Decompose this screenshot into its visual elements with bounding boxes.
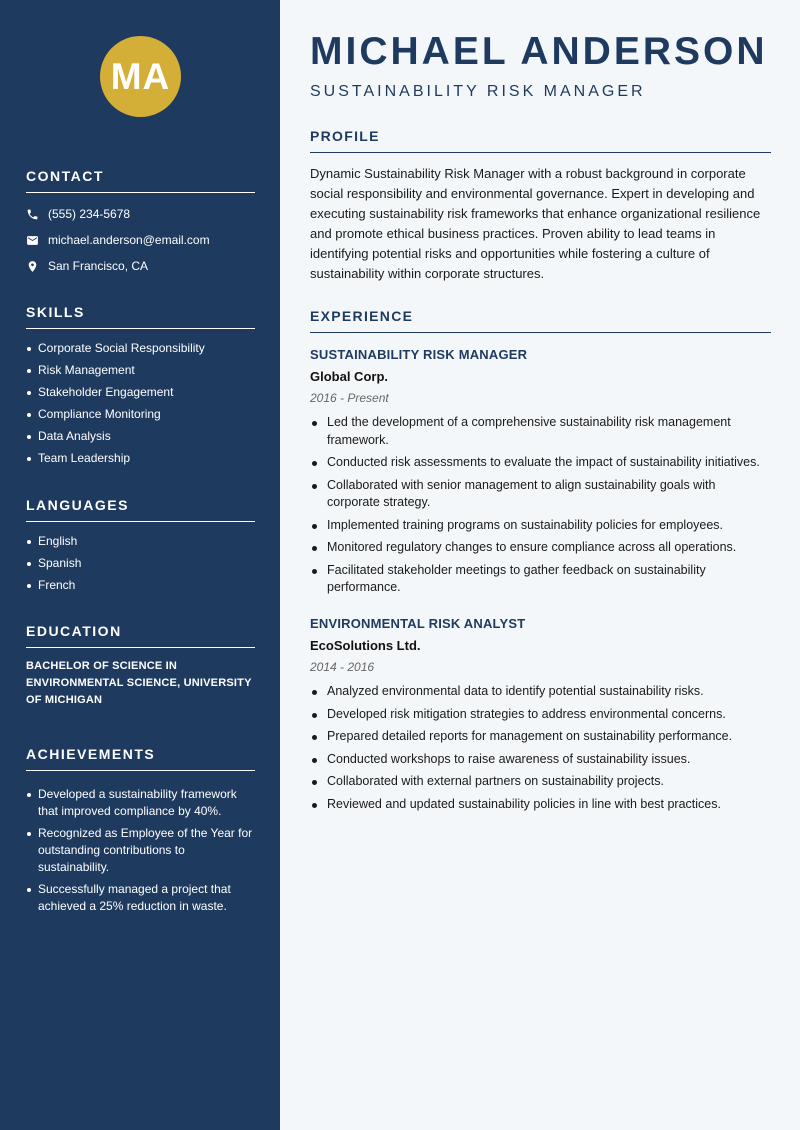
education-degree: BACHELOR OF SCIENCE IN ENVIRONMENTAL SCIENCE, UNIVERSITY OF MICHIGAN bbox=[26, 660, 252, 706]
language-item: French bbox=[26, 577, 255, 594]
phone-text: (555) 234-5678 bbox=[48, 207, 131, 221]
skill-item: Risk Management bbox=[26, 362, 255, 379]
location-pin-icon bbox=[26, 260, 39, 273]
job-bullet: Conducted workshops to raise awareness of sustainability issues. bbox=[310, 751, 771, 769]
candidate-role: SUSTAINABILITY RISK MANAGER bbox=[310, 83, 646, 100]
profile-heading: PROFILE bbox=[310, 128, 771, 153]
achievement-item: Successfully managed a project that achieved a 25% reduction in waste. bbox=[26, 881, 255, 915]
email-text: michael.anderson@email.com bbox=[48, 233, 210, 247]
avatar bbox=[100, 36, 181, 117]
languages-heading: LANGUAGES bbox=[26, 497, 255, 522]
job-bullet: Monitored regulatory changes to ensure compliance across all operations. bbox=[310, 539, 771, 557]
contact-location bbox=[26, 253, 255, 279]
job-bullet: Analyzed environmental data to identify potential sustainability risks. bbox=[310, 683, 771, 701]
job-bullets bbox=[310, 683, 771, 813]
email-icon bbox=[26, 234, 39, 247]
job-bullet: Prepared detailed reports for management on sustainability performance. bbox=[310, 728, 771, 746]
achievements-heading: ACHIEVEMENTS bbox=[26, 746, 255, 771]
skill-item: Data Analysis bbox=[26, 428, 255, 445]
experience-section bbox=[310, 308, 771, 333]
job-entry bbox=[310, 347, 771, 602]
language-item: English bbox=[26, 533, 255, 550]
job-bullet: Facilitated stakeholder meetings to gather feedback on sustainability performance. bbox=[310, 562, 771, 597]
skills-heading: SKILLS bbox=[26, 304, 255, 329]
skill-item: Team Leadership bbox=[26, 450, 255, 467]
achievement-item: Developed a sustainability framework that improved compliance by 40%. bbox=[26, 786, 255, 820]
contact-section bbox=[26, 168, 255, 279]
job-bullet: Developed risk mitigation strategies to address environmental concerns. bbox=[310, 706, 771, 724]
profile-text: Dynamic Sustainability Risk Manager with a robust background in corporate social responsibility and environmental governance. Expert in developing and executing sustainability risk frameworks that enhance organizational resilience and promote ethical business practices. Proven ability to lead teams in identifying potential risks and opportunities while fostering a culture of sustainability within corporate structures. bbox=[310, 166, 761, 281]
job-bullet: Led the development of a comprehensive sustainability risk management framework. bbox=[310, 414, 771, 449]
main-content bbox=[280, 0, 800, 1130]
achievement-item: Recognized as Employee of the Year for outstanding contributions to sustainability. bbox=[26, 825, 255, 876]
language-item: Spanish bbox=[26, 555, 255, 572]
achievements-list bbox=[26, 786, 255, 915]
achievements-section bbox=[26, 746, 255, 920]
job-bullet: Implemented training programs on sustainability policies for employees. bbox=[310, 517, 771, 535]
job-company: Global Corp. bbox=[310, 369, 388, 384]
job-title: ENVIRONMENTAL RISK ANALYST bbox=[310, 616, 526, 631]
phone-icon bbox=[26, 208, 39, 221]
sidebar bbox=[0, 0, 280, 1130]
candidate-name: MICHAEL ANDERSON bbox=[310, 30, 768, 73]
avatar-initials: MA bbox=[110, 55, 171, 97]
job-dates: 2016 - Present bbox=[310, 391, 389, 405]
experience-heading: EXPERIENCE bbox=[310, 308, 771, 333]
skills-list bbox=[26, 340, 255, 467]
job-title: SUSTAINABILITY RISK MANAGER bbox=[310, 347, 528, 362]
job-bullet: Collaborated with senior management to align sustainability goals with corporate strategy. bbox=[310, 477, 771, 512]
contact-heading: CONTACT bbox=[26, 168, 255, 193]
job-entry bbox=[310, 616, 771, 818]
education-section bbox=[26, 623, 255, 709]
education-heading: EDUCATION bbox=[26, 623, 255, 648]
skill-item: Stakeholder Engagement bbox=[26, 384, 255, 401]
contact-phone bbox=[26, 201, 255, 227]
skills-section bbox=[26, 304, 255, 472]
languages-list bbox=[26, 533, 255, 594]
profile-section bbox=[310, 128, 771, 284]
location-text: San Francisco, CA bbox=[48, 259, 149, 273]
job-bullets bbox=[310, 414, 771, 597]
contact-email bbox=[26, 227, 255, 253]
skill-item: Corporate Social Responsibility bbox=[26, 340, 255, 357]
job-company: EcoSolutions Ltd. bbox=[310, 638, 421, 653]
job-bullet: Reviewed and updated sustainability policies in line with best practices. bbox=[310, 796, 771, 814]
job-bullet: Collaborated with external partners on sustainability projects. bbox=[310, 773, 771, 791]
job-dates: 2014 - 2016 bbox=[310, 660, 375, 674]
job-bullet: Conducted risk assessments to evaluate the impact of sustainability initiatives. bbox=[310, 454, 771, 472]
languages-section bbox=[26, 497, 255, 599]
skill-item: Compliance Monitoring bbox=[26, 406, 255, 423]
